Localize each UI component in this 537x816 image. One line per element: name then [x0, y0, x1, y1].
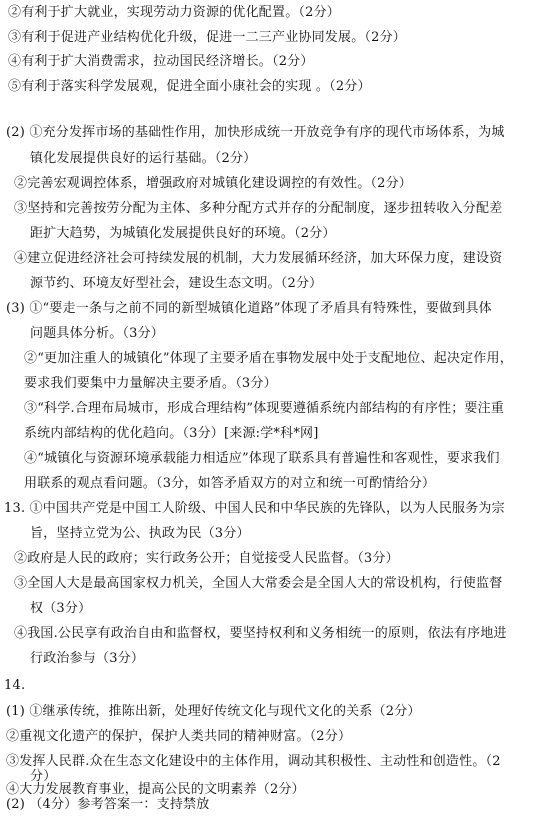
- text-line: 权（3分）: [30, 601, 92, 616]
- text-line: 13. ①中国共产党是中国工人阶级、中国人民和中华民族的先锋队，以为人民服务为宗: [4, 501, 505, 516]
- text-line: 距扩大趋势，为城镇化发展提供良好的环境。（2分）: [30, 226, 336, 241]
- text-line: 旨，坚持立党为公、执政为民（3分）: [30, 526, 250, 541]
- text-line: (2) （4分）参考答案一：支持禁放: [6, 797, 210, 812]
- text-line: ④我国.公民享有政治自由和监督权，要坚持权利和义务相统一的原则，依法有序地进: [14, 626, 507, 641]
- text-line: ④有利于扩大消费需求，拉动国民经济增长。（2分）: [8, 54, 314, 69]
- text-line: 镇化发展提供良好的运行基础。（2分）: [30, 151, 257, 166]
- text-line: ②政府是人民的政府；实行政务公开；自觉接受人民监督。（3分）: [14, 551, 399, 566]
- text-line: ②“更加注重人的城镇化”体现了主要矛盾在事物发展中处于支配地位、起决定作用，: [24, 351, 513, 366]
- text-line: ③全国人大是最高国家权力机关，全国人大常委会是全国人大的常设机构，行使监督: [14, 576, 503, 591]
- text-line: ④大力发展教育事业，提高公民的文明素养（2分）: [6, 782, 305, 797]
- text-line: (2) ①充分发挥市场的基础性作用，加快形成统一开放竞争有序的现代市场体系，为城: [6, 125, 505, 140]
- text-line: 系统内部结构的优化趋向。（3分）[来源:学*科*网]: [24, 426, 319, 441]
- text-line: 分）: [30, 769, 57, 784]
- text-line: ③有利于促进产业结构优化升级，促进一二三产业协同发展。（2分）: [8, 30, 406, 45]
- text-line: 问题具体分析。（3分）: [30, 326, 164, 341]
- text-line: ②有利于扩大就业，实现劳动力资源的优化配置。（2分）: [8, 5, 340, 20]
- text-line: (1) ①继承传统，推陈出新，处理好传统文化与现代文化的关系（2分）: [6, 704, 421, 719]
- text-line: ④建立促进经济社会可持续发展的机制，大力发展循环经济，加大环保力度，建设资: [14, 251, 503, 266]
- text-line: 用联系的观点看问题。（3分，如答矛盾双方的对立和统一可酌情给分）: [24, 476, 436, 491]
- text-line: 源节约、环境友好型社会，建设生态文明。（2分）: [30, 276, 323, 291]
- text-line: (3) ①“要走一条与之前不同的新型城镇化道路”体现了矛盾具有特殊性，要做到具体: [6, 301, 492, 316]
- text-line: 要求我们要集中力量解决主要矛盾。（3分）: [24, 376, 277, 391]
- text-line: 14.: [4, 678, 26, 693]
- text-line: ②重视文化遗产的保护，保护人类共同的精神财富。（2分）: [6, 729, 352, 744]
- text-line: ③发挥人民群.众在生态文化建设中的主体作用，调动其积极性、主动性和创造性。（2: [6, 754, 501, 769]
- text-line: ③坚持和完善按劳分配为主体、多种分配方式并存的分配制度，逐步扭转收入分配差: [14, 201, 503, 216]
- text-line: ④“城镇化与资源环境承载能力相适应”体现了联系具有普遍性和客观性，要求我们: [24, 451, 500, 466]
- text-line: 行政治参与（3分）: [30, 651, 145, 666]
- text-line: ③“科学.合理布局城市，形成合理结构”体现要遵循系统内部结构的有序性；要注重: [24, 401, 505, 416]
- text-line: ②完善宏观调控体系，增强政府对城镇化建设调控的有效性。（2分）: [14, 176, 412, 191]
- text-line: ⑤有利于落实科学发展观，促进全面小康社会的实现 。（2分）: [8, 79, 371, 94]
